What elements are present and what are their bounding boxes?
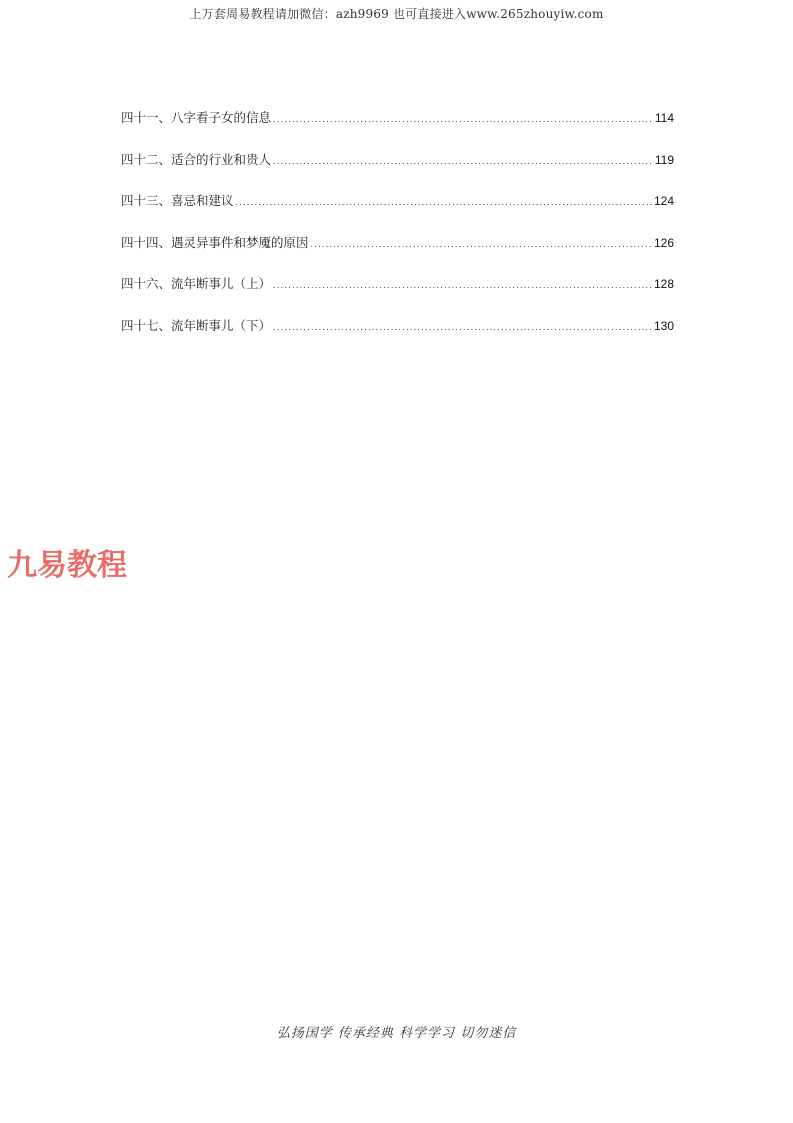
toc-entry-page-number: 130 bbox=[653, 318, 674, 333]
toc-entry[interactable] bbox=[121, 108, 674, 127]
toc-entry[interactable] bbox=[121, 274, 674, 293]
toc-dot-leader bbox=[273, 281, 652, 290]
toc-entry-page-number: 124 bbox=[653, 194, 674, 209]
footer-motto: 弘扬国学 传承经典 科学学习 切勿迷信 bbox=[276, 1026, 517, 1041]
toc-dot-leader bbox=[236, 198, 652, 207]
toc-entry-title: 四十二、适合的行业和贵人 bbox=[121, 151, 272, 167]
toc-entry[interactable] bbox=[121, 191, 674, 210]
header-banner: 上万套周易教程请加微信：azh9969 也可直接进入www.265zhouyiw.com bbox=[189, 7, 604, 21]
watermark-logo: 九易教程 bbox=[7, 548, 127, 583]
toc-entry[interactable] bbox=[121, 150, 674, 169]
toc-dot-leader bbox=[311, 240, 652, 249]
toc-entry-title: 四十一、八字看子女的信息 bbox=[121, 110, 272, 125]
toc-entry-page-number: 114 bbox=[654, 111, 674, 125]
toc-entry-page-number: 128 bbox=[653, 277, 674, 292]
toc-dot-leader bbox=[273, 157, 653, 166]
toc-entry-title: 四十七、流年断事儿（下） bbox=[121, 317, 272, 333]
toc-entry-title: 四十三、喜忌和建议 bbox=[121, 193, 234, 209]
table-of-contents bbox=[121, 108, 674, 358]
toc-entry-page-number: 119 bbox=[654, 152, 674, 167]
toc-dot-leader bbox=[273, 115, 653, 124]
toc-entry-title: 四十四、遇灵异事件和梦魇的原因 bbox=[121, 234, 309, 250]
toc-dot-leader bbox=[273, 323, 652, 332]
toc-entry-title: 四十六、流年断事儿（上） bbox=[121, 276, 272, 292]
toc-entry[interactable] bbox=[121, 233, 674, 252]
toc-entry-page-number: 126 bbox=[653, 235, 674, 250]
toc-entry[interactable] bbox=[121, 316, 674, 335]
